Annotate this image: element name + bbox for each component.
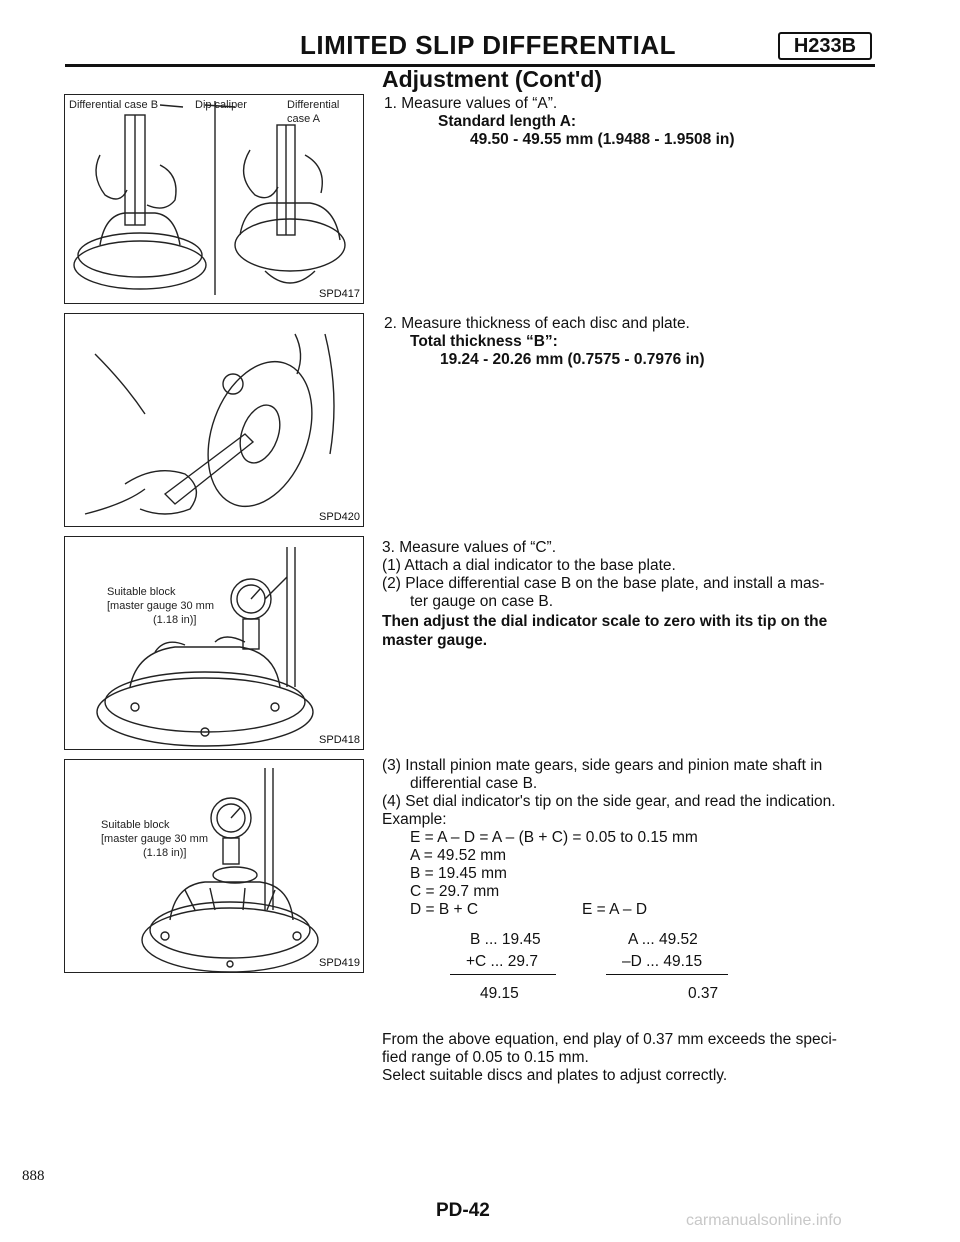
label-master-gauge: [master gauge 30 mm: [107, 600, 214, 612]
equation-c: C = 29.7 mm: [410, 883, 500, 900]
page-number: 888: [22, 1168, 45, 1184]
dial-indicator-base-plate-illustration: [65, 537, 363, 749]
figure-code: SPD419: [319, 957, 360, 969]
label-dip-caliper: Dip caliper: [195, 99, 247, 111]
label-master-gauge-inch: (1.18 in)]: [153, 614, 197, 626]
step-1-text: 1. Measure values of “A”.: [384, 95, 558, 112]
conclusion-line-2: fied range of 0.05 to 0.15 mm.: [382, 1049, 589, 1066]
step-2-spec-value: 19.24 - 20.26 mm (0.7575 - 0.7976 in): [440, 351, 705, 368]
equation-b: B = 19.45 mm: [410, 865, 507, 882]
step-2-text: 2. Measure thickness of each disc and plate.: [384, 315, 690, 332]
step-1-spec-value: 49.50 - 49.55 mm (1.9488 - 1.9508 in): [470, 131, 735, 148]
figure-code: SPD420: [319, 511, 360, 523]
calc-right-total: 0.37: [688, 985, 719, 1002]
calc-right-d: –D ... 49.15: [622, 953, 703, 970]
section-subtitle: Adjustment (Cont'd): [382, 66, 603, 92]
dial-indicator-side-gear-illustration: [65, 760, 363, 972]
conclusion-line-3: Select suitable discs and plates to adjust correctly.: [382, 1067, 728, 1084]
page-code: PD-42: [436, 1200, 490, 1221]
equation-e-short: E = A – D: [582, 901, 648, 918]
example-label: Example:: [382, 811, 447, 828]
step-3-sub-1: (1) Attach a dial indicator to the base plate.: [382, 557, 676, 574]
label-case-a: case A: [287, 113, 321, 125]
calc-right-rule: [606, 974, 728, 975]
figure-spd420: [64, 313, 364, 527]
label-master-gauge-inch: (1.18 in)]: [143, 847, 187, 859]
step-3-sub-3a: (3) Install pinion mate gears, side gears and pinion mate shaft in: [382, 757, 823, 774]
step-3-sub-2b: ter gauge on case B.: [410, 593, 554, 610]
figure-spd419: [64, 759, 364, 973]
step-3-text: 3. Measure values of “C”.: [382, 539, 557, 556]
calc-left-b: B ... 19.45: [470, 931, 541, 948]
section-code-badge: H233B: [778, 32, 872, 60]
caliper-measurement-illustration: [65, 95, 363, 303]
step-3-sub-3b: differential case B.: [410, 775, 538, 792]
calc-left-c: +C ... 29.7: [466, 953, 538, 970]
equation-a: A = 49.52 mm: [410, 847, 507, 864]
step-1-spec-label: Standard length A:: [438, 113, 577, 130]
step-3-sub-2a: (2) Place differential case B on the base plate, and install a mas-: [382, 575, 825, 592]
calc-left-rule: [450, 974, 556, 975]
label-suitable-block: Suitable block: [101, 819, 170, 831]
calc-right-a: A ... 49.52: [628, 931, 698, 948]
step-2-spec-label: Total thickness “B”:: [410, 333, 558, 350]
figure-code: SPD418: [319, 734, 360, 746]
page-title: LIMITED SLIP DIFFERENTIAL: [300, 30, 677, 60]
watermark: carmanualsonline.info: [686, 1212, 842, 1229]
figure-spd418: [64, 536, 364, 750]
micrometer-disc-illustration: [65, 314, 363, 526]
step-3-note-a: Then adjust the dial indicator scale to zero with its tip on the: [382, 613, 828, 630]
conclusion-line-1: From the above equation, end play of 0.37 mm exceeds the speci-: [382, 1031, 837, 1048]
step-3-note-b: master gauge.: [382, 632, 488, 649]
equation-e: E = A – D = A – (B + C) = 0.05 to 0.15 mm: [410, 829, 698, 846]
label-differential-case-b: Differential case B: [69, 99, 159, 111]
label-suitable-block: Suitable block: [107, 586, 176, 598]
figure-spd417: [64, 94, 364, 304]
step-3-sub-4: (4) Set dial indicator's tip on the side gear, and read the indication.: [382, 793, 836, 810]
label-differential: Differential: [287, 99, 340, 111]
figure-code: SPD417: [319, 288, 360, 300]
equation-d: D = B + C: [410, 901, 479, 918]
label-master-gauge: [master gauge 30 mm: [101, 833, 208, 845]
calc-left-total: 49.15: [480, 985, 519, 1002]
